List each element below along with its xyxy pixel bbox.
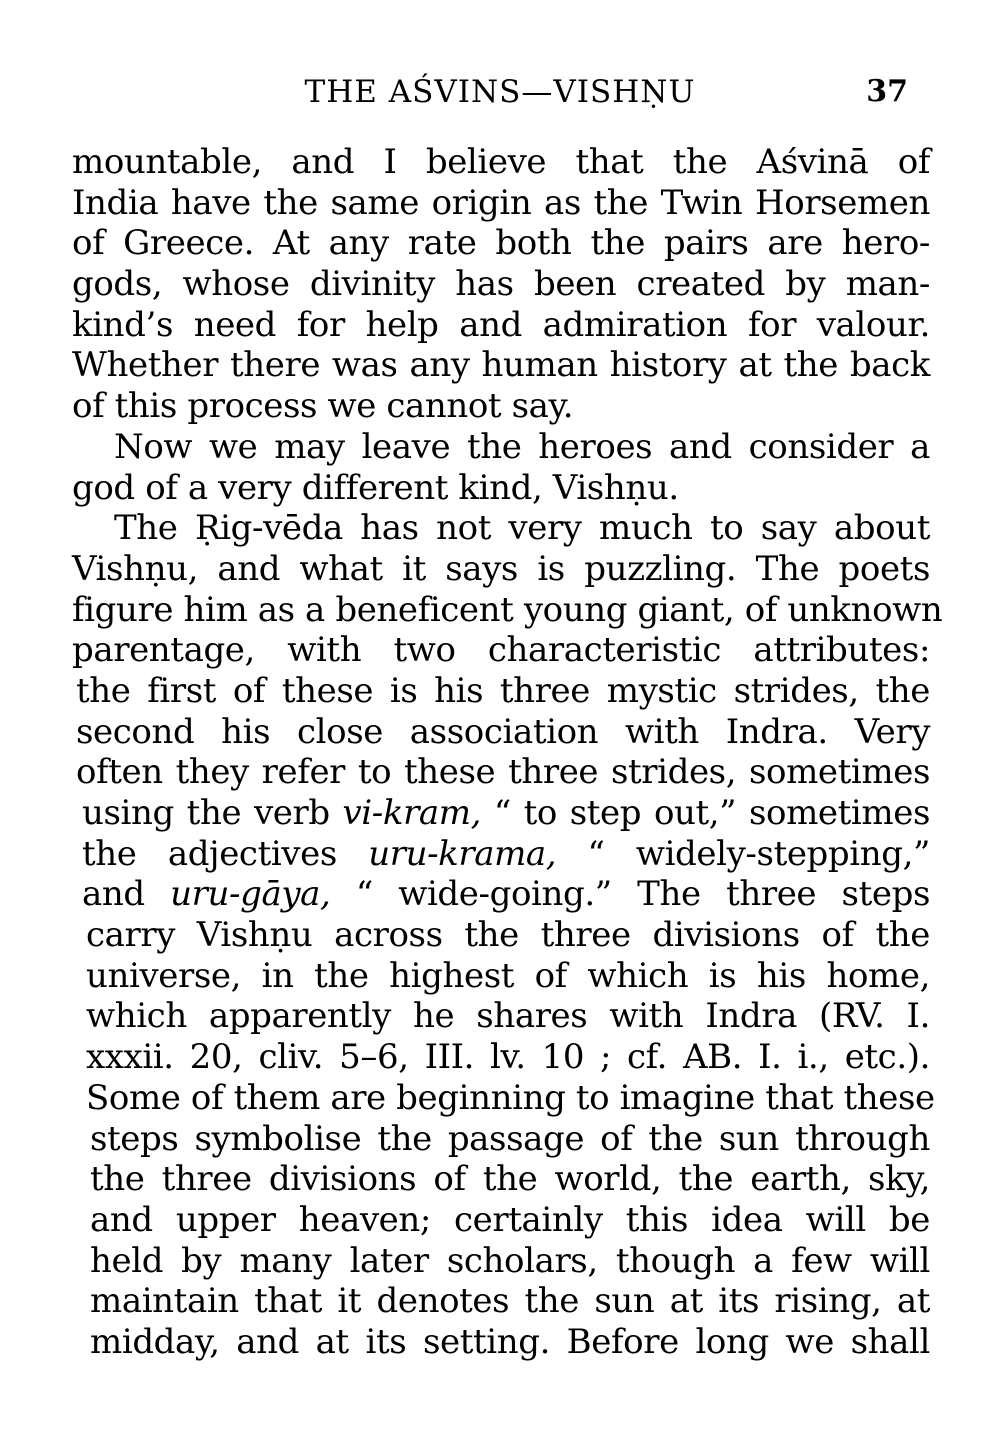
- text-line: held by many later scholars, though a few will: [90, 1240, 930, 1281]
- text-line: kind’s need for help and admiration for valour.: [72, 304, 930, 345]
- text-line: India have the same origin as the Twin Horsemen: [72, 182, 930, 223]
- text-line: midday, and at its setting. Before long we shall: [90, 1321, 930, 1362]
- page-number: 37: [866, 74, 908, 109]
- text-line: gods, whose divinity has been created by man-: [72, 264, 930, 305]
- text-line: often they refer to these three strides, sometimes: [76, 752, 930, 793]
- text-run: the adjectives: [82, 833, 369, 874]
- text-line: Vishṇu, and what it says is puzzling. The poets: [72, 548, 930, 589]
- text-run: using the verb: [82, 793, 343, 833]
- text-line: [72, 793, 930, 834]
- text-line: Some of them are beginning to imagine that these: [86, 1077, 935, 1118]
- text-line: and upper heaven; certainly this idea will be: [90, 1199, 930, 1240]
- text-line: the three divisions of the world, the earth, sky,: [90, 1159, 930, 1200]
- text-line: [72, 874, 930, 915]
- text-line: carry Vishṇu across the three divisions of the: [86, 915, 930, 956]
- text-line: of Greece. At any rate both the pairs are hero-: [72, 223, 930, 264]
- text-run: “ to step out,” sometimes: [481, 793, 930, 833]
- text-run: “ wide-going.” The three steps: [330, 874, 931, 915]
- running-head: THE AŚVINS—VISHṆU: [304, 74, 696, 110]
- text-line: xxxii. 20, cliv. 5–6, III. lv. 10 ; cf. AB. I. i., etc.).: [86, 1037, 930, 1078]
- text-run: and: [82, 874, 171, 915]
- text-line: Now we may leave the heroes and consider a: [114, 426, 930, 467]
- text-line: Whether there was any human history at the back: [72, 345, 930, 386]
- italic-term: uru-krama,: [368, 833, 557, 874]
- text-line: parentage, with two characteristic attributes:: [72, 630, 930, 671]
- text-line: of this process we cannot say.: [72, 386, 574, 427]
- text-line: mountable, and I believe that the Aśvinā of: [72, 142, 930, 182]
- text-line: universe, in the highest of which is his home,: [86, 955, 930, 996]
- text-line: the first of these is his three mystic strides, the: [76, 670, 930, 711]
- text-line: figure him as a beneficent young giant, of unknown: [72, 589, 943, 630]
- text-line: god of a very different kind, Vishṇu.: [72, 467, 679, 508]
- italic-term: vi-kram,: [342, 793, 482, 833]
- text-line: [72, 834, 930, 875]
- body-text: [72, 142, 943, 1363]
- text-line: steps symbolise the passage of the sun through: [90, 1118, 930, 1159]
- text-line: which apparently he shares with Indra (RV. I.: [86, 996, 930, 1037]
- text-run: “ widely-stepping,”: [556, 833, 931, 874]
- text-line: maintain that it denotes the sun at its rising, at: [90, 1281, 930, 1322]
- italic-term: uru-gāya,: [170, 874, 331, 915]
- text-line: second his close association with Indra. Very: [76, 711, 930, 752]
- page-header: [70, 72, 930, 122]
- text-line: The Ṛig-vēda has not very much to say about: [114, 508, 930, 549]
